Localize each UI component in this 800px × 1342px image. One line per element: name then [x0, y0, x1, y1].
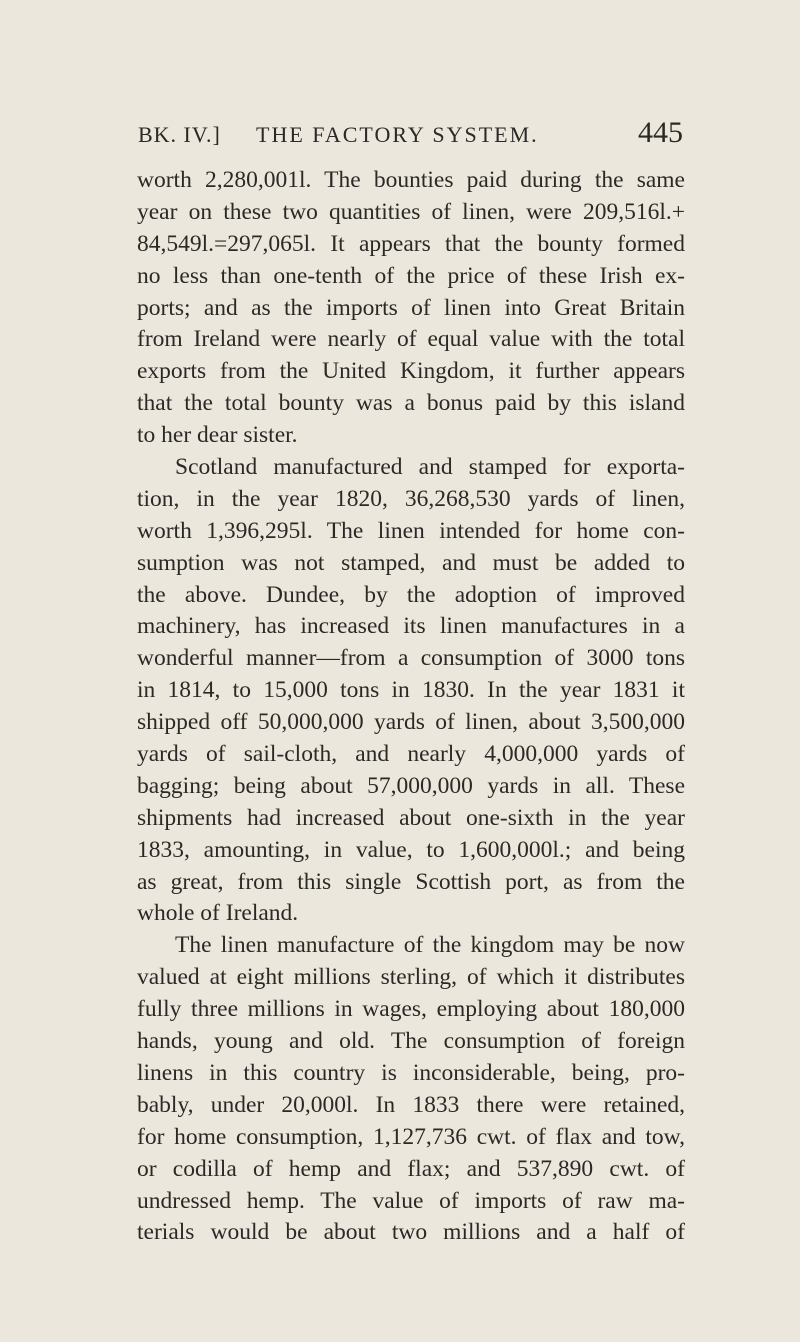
text-line: that the total bounty was a bonus paid by this island	[137, 390, 685, 417]
text-line: bably, under 20,000l. In 1833 there were retained,	[137, 1091, 685, 1118]
text-line: as great, from this single Scottish port, as from the	[137, 868, 685, 895]
text-line: undressed hemp. The value of imports of raw ma-	[137, 1187, 685, 1214]
text-line: or codilla of hemp and flax; and 537,890 cwt. of	[137, 1155, 685, 1182]
running-header	[138, 116, 683, 156]
body-text	[137, 165, 685, 1249]
text-line: exports from the United Kingdom, it further appears	[137, 358, 685, 385]
text-line: yards of sail-cloth, and nearly 4,000,000 yards of	[137, 741, 685, 768]
text-line: terials would be about two millions and a half of	[137, 1219, 685, 1246]
text-line: valued at eight millions sterling, of which it distributes	[137, 964, 685, 991]
text-line: for home consumption, 1,127,736 cwt. of flax and tow,	[137, 1123, 685, 1150]
text-line: from Ireland were nearly of equal value with the total	[137, 326, 685, 353]
text-line: ports; and as the imports of linen into Great Britain	[137, 294, 685, 321]
text-line: bagging; being about 57,000,000 yards in all. These	[137, 772, 685, 799]
text-line: shipped off 50,000,000 yards of linen, about 3,500,000	[137, 709, 685, 736]
text-line: 1833, amounting, in value, to 1,600,000l.; and being	[137, 836, 685, 863]
text-line: The linen manufacture of the kingdom may be now	[175, 932, 685, 959]
text-line: the above. Dundee, by the adoption of improved	[137, 581, 685, 608]
book-section-label: BK. IV.]	[138, 122, 221, 147]
text-line: wonderful manner—from a consumption of 3000 tons	[137, 645, 685, 672]
text-line: in 1814, to 15,000 tons in 1830. In the year 1831 it	[137, 677, 685, 704]
text-line: tion, in the year 1820, 36,268,530 yards of linen,	[137, 485, 685, 512]
text-line: worth 1,396,295l. The linen intended for home con-	[137, 517, 685, 544]
text-line: fully three millions in wages, employing about 180,000	[137, 996, 685, 1023]
text-line: worth 2,280,001l. The bounties paid during the same	[137, 167, 685, 193]
page-number: 445	[638, 116, 683, 149]
text-line: Scotland manufactured and stamped for exporta-	[175, 454, 685, 481]
running-title: THE FACTORY SYSTEM.	[256, 122, 539, 147]
text-line: machinery, has increased its linen manufactures in a	[137, 613, 685, 640]
text-line: whole of Ireland.	[137, 900, 299, 927]
text-line: to her dear sister.	[137, 422, 298, 449]
text-line: sumption was not stamped, and must be added to	[137, 549, 685, 576]
text-line: no less than one-tenth of the price of these Irish ex-	[137, 262, 685, 289]
text-line: shipments had increased about one-sixth in the year	[137, 804, 685, 831]
text-line: linens in this country is inconsiderable, being, pro-	[137, 1059, 685, 1086]
text-line: hands, young and old. The consumption of foreign	[137, 1028, 685, 1055]
text-line: year on these two quantities of linen, were 209,516l.+	[137, 198, 685, 225]
text-line: 84,549l.=297,065l. It appears that the bounty formed	[137, 230, 685, 257]
